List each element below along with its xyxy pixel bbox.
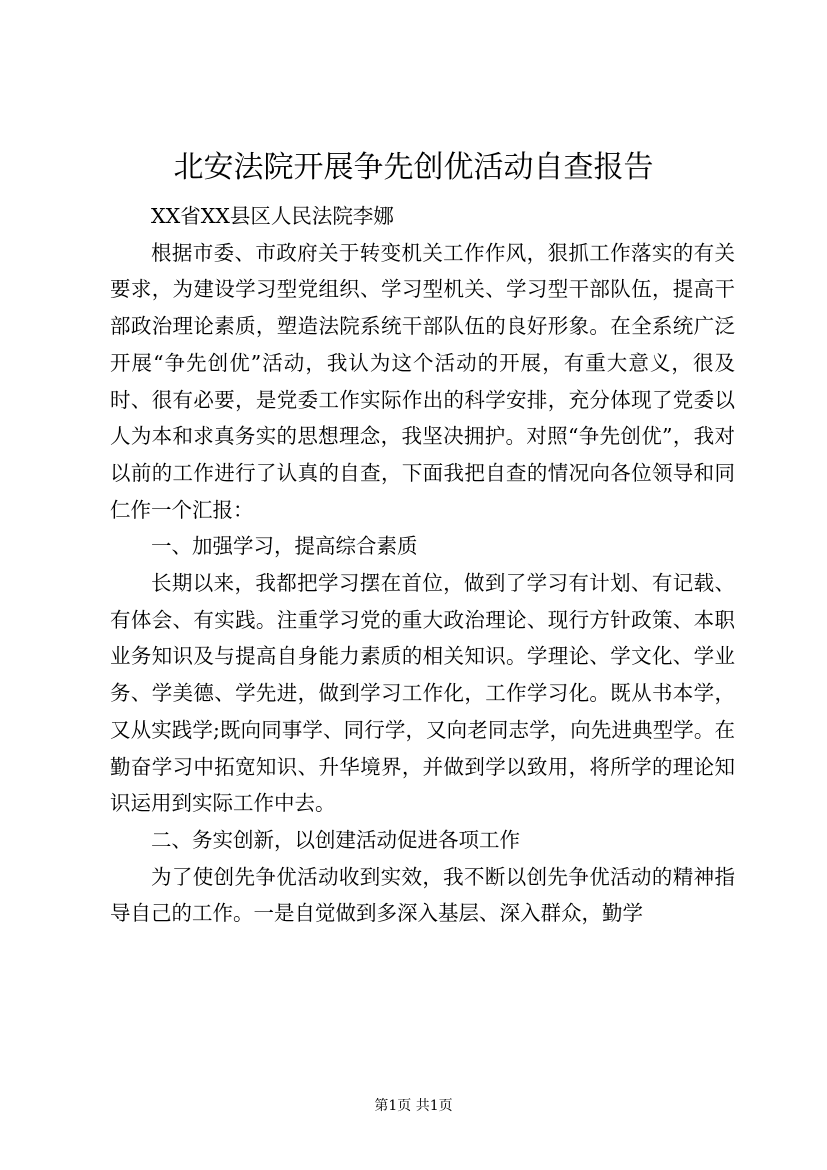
document-body	[110, 198, 735, 932]
section-heading-1: 一、加强学习，提高综合素质	[151, 534, 418, 559]
intro-paragraph: 根据市委、市政府关于转变机关工作作风，狠抓工作落实的有关要求，为建设学习型党组织、学习型机关、学习型干部队伍，提高干部政治理论素质，塑造法院系统干部队伍的良好形象。在全系统广泛开展“争先创优”活动，我认为这个活动的开展，有重大意义，很及时、很有必要，是党委工作实际作出的科学安排，充分体现了党委以人为本和求真务实的思想理念，我坚决拥护。对照“争先创优”，我对以前的工作进行了认真的自查，下面我把自查的情况向各位领导和同仁作一个汇报：	[110, 240, 735, 522]
author-line: XX省XX县区人民法院李娜	[151, 204, 394, 228]
section-paragraph-2: 为了使创先争优活动收到实效，我不断以创先争优活动的精神指导自己的工作。一是自觉做到多深入基层、深入群众，勤学	[110, 864, 735, 926]
document-title: 北安法院开展争先创优活动自查报告	[173, 150, 654, 185]
page-footer: 第1页 共1页	[374, 1098, 453, 1114]
section-heading-2: 二、务实创新，以创建活动促进各项工作	[151, 827, 520, 852]
section-paragraph-1: 长期以来，我都把学习摆在首位，做到了学习有计划、有记载、有体会、有实践。注重学习党的重大政治理论、现行方针政策、本职业务知识及与提高自身能力素质的相关知识。学理论、学文化、学业务、学美德、学先进，做到学习工作化，工作学习化。既从书本学，又从实践学;既向同事学、同行学，又向老同志学，向先进典型学。在勤奋学习中拓宽知识、升华境界，并做到学以致用，将所学的理论知识运用到实际工作中去。	[110, 571, 735, 816]
